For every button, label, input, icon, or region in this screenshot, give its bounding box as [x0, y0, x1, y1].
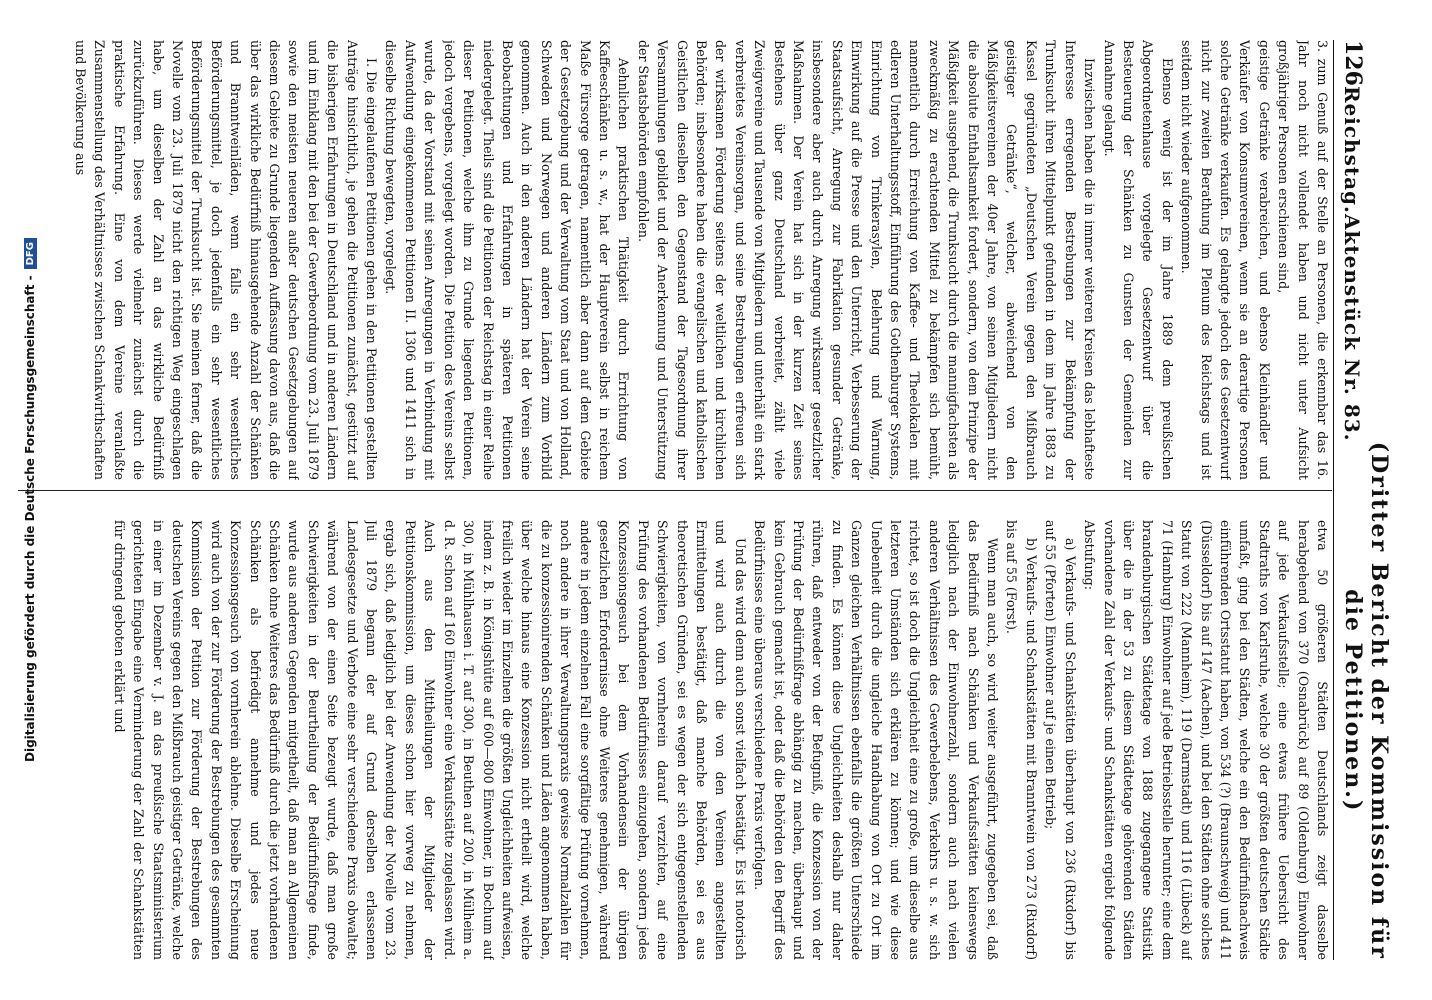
digitization-credit	[12, 30, 48, 970]
page-number: 126	[1340, 40, 1366, 86]
paragraph: Ebenso wenig ist der im Jahre 1889 dem preußischen Abgeordnetenhause vorgelegte Gesetzentwurf über die Besteuerung der Schänken zu Gunsten der Gemeinden zur Annahme gelangt.	[1101, 40, 1175, 480]
paragraph: Inzwischen haben die in immer weiteren Kreisen das lebhafteste Interesse erregenden Bestrebungen zur Bekämpfung der Trunksucht ihren Mittelpunkt gefunden in dem im Jahre 1883 zu Kassel gegründeten „Deutschen Verein gegen den Mißbrauch geistiger Getränke“, welcher, abweichend von den Mäßigkeitsvereinen der 40er Jahre, von seinen Mitgliedern nicht die absolute Enthaltsamkeit fordert, sondern, von dem Prinzipe der Mäßigkeit ausgehend, die Trunksucht durch die mannigfachsten als zweckmäßig zu erachtenden Mittel zu bekämpfen sich bemüht, namentlich durch Erreichung von Kaffee- und Theelokalen mit edleren Unterhaltungsstoff, Einführung des Gothenburger Systems, Einrichtung von Trinkerasylen, Belehrung und Warnung, Einwirkung auf die Presse und den Unterricht, Verbesserung der Staatsaufsicht, Anregung zur Fabrikation gesunder Getränke, insbesondere aber auch durch Anregung wirksamer gesetzlicher Maßnahmen. Der Verein hat sich in der kurzen Zeit seines Bestehens über ganz Deutschland verbreitet, zählt viele Zweigvereine und Tausende von Mitgliedern und unterhält ein stark verbreitetes Vereinsorgan, und seine Bestrebungen erfreuen sich der wirksamen Förderung seitens der weltlichen und kirchlichen Behörden; insbesondere haben die evangelischen und katholischen Geistlichen dieselben den Gegenstand der Tagesordnung ihrer Versammlungen gebildet und der Anerkennung und Unterstützung der Staatsbehörden empfohlen.	[635, 40, 1098, 480]
header-reichstag: Reichstag.	[1340, 85, 1364, 215]
paragraph: I. Die eingelaufenen Petitionen gehen in den Petitionen gestellten Anträge hinsichtlich, je gehen die Petitionen zunächst, gestützt auf die bisherigen Erfahrungen in Deutschland und in anderen Ländern und im Einklang mit den bei der Gewerbeordnung vom 23. Juli 1879 sowie den meisten neueren außer deutschen Gesetzgebungen auf diesem Gebiete zu Grunde liegenden Auffassung davon aus, daß die über das wirkliche Bedürfniß hinausgehende Anzahl der Schänken und Branntweinläden, wenn falls ein sehr wesentliches Beförderungsmittel, je doch jedenfalls ein sehr wesentliches Beförderungsmittel der Trunksucht ist. Sie meinen ferner, daß die Novelle vom 23. Juli 1879 nicht den richtigen Weg eingeschlagen habe, um dieselben der Zahl an das wirkliche Bedürfniß zurückzuführen. Dieses werde vielmehr zunächst durch die praktische Erfahrung. Eine von dem Vereine veranlaßte Zusammenstellung des Verhältnisses zwischen Schankwirthschaften und Bevölkerung aus	[73, 40, 380, 480]
page-header	[1333, 40, 1400, 960]
paragraph: 3. zum Genuß auf der Stelle an Personen, die erkennbar das 16. Jahr noch nicht vollendet haben und nicht unter Aufsicht großjähriger Personen erschienen sind,	[1276, 40, 1330, 480]
paragraph: geistige Getränke verabreichen, und ebenso Kleinhändler und Verkäufer von Konsumvereinen, wenn sie an derartige Personen solche Getränke verkaufen. Es gelangte jedoch des Gesetzentwurf nicht zur zweiten Berathung im Plenum des Reichstags und ist seitdem nicht wieder aufgenommen.	[1179, 40, 1272, 480]
paragraph: Aehnlichen praktischen Thätigkeit durch Errichtung von Kaffeeschänken u. s. w., hat der Hauptverein selbst in reichem Maße Fürsorge getragen, namentlich aber dann auf dem Gebiete der Gesetzgebung und der Verwaltung vom Staat und von Holland, Schweden und Norwegen und anderen Ländern zum Vorbild genommen. Auch in den anderen Ländern hat der Verein seine Beobachtungen und Erfahrungen in späteren Petitionen niedergelegt. Theils sind die Petitionen der Reichstag in einer Reihe dieser Petitionen, welche ihm zu Grunde liegenden Petitionen, jedoch vergebens, vorgelegt worden. Die Petition des Vereins selbst wurde, da der Vorstand mit seinen Anregungen in Verbindung mit Aufwendung eingekommenen Petitionen II. 1306 und 1411 sich in dieselbe Richtung bewegten, vorgelegt.	[383, 40, 632, 480]
list-item: b) Verkaufs- und Schankstätten mit Branntwein von 273 (Rixdorf) bis auf 55 (Forst).	[1004, 520, 1039, 960]
column-divider	[18, 490, 1332, 491]
paragraph: etwa 50 größeren Städten Deutschlands zeigt dasselbe herabgehend von 370 (Osnabrück) auf 89 (Oldenburg) Einwohner auf jede Verkaufsstelle; eine etwas frühere Uebersicht des Stadtraths von Karlsruhe, welche 30 der größten deutschen Städte umfaßt, ging bei den Städten, welche ein den Bedürfnißnachweis einführenden Ortsstatut haben, von 534 (?) (Braunschweig) und 411 (Düsseldorf) bis auf 147 (Aachen), und bei den Städten ohne solches Statut von 222 (Mannheim), 119 (Darmstadt) und 116 (Lübeck) auf 71 (Hamburg) Einwohner auf jede Betriebsstelle herunter; eine dem brandenburgischen Städtetage von 1888 zugegangene Statistik über die in der 53 zu diesem Städtetage gehörenden Städten vorhandene Zahl der Verkaufs- und Schankstätten ergiebt folgende Abstufung:	[1082, 520, 1330, 960]
header-title: (Dritter Bericht der Kommission für die Petitionen.)	[1340, 441, 1392, 960]
header-actenstueck: Aktenstück Nr. 83.	[1340, 214, 1364, 442]
digitization-credit-text: Digitalisierung gefördert durch die Deutsche Forschungsgemeinschaft -	[23, 275, 37, 762]
paragraph: Und das wird denn auch sonst vielfach bestätigt. Es ist notorisch und wird auch durch die von den Vereinen angestellten Ermittelungen bestätigt, daß manche Behörden, sei es aus theoretischen Gründen, sei es wegen der sich entgegenstellenden Schwierigkeiten, von vornherein darauf verzichten, auf eine Prüfung des vorhandenen Bedürfnisses einzugehen, sondern jedes Konzessionsgesuch bei dem Vorhandensein der übrigen gesetzlichen Erfordernisse ohne Weiteres genehmigen, während andere in jedem einzelnen Fall eine sorgfältige Prüfung vornehmen, noch andere in ihrer Verwaltungspraxis gewisse Normalzahlen für die zu konzessionirenden Schänken und Läden angenommen haben, über welche hinaus eine Konzession nicht ertheilt wird, welche freilich wieder im Einzelnen die größten Ungleichheiten aufweisen, indem z. B. in Königshütte auf 600—800 Einwohner, in Bochum auf 300, in Mühlhausen i. T. auf 300, in Beuthen auf 200, in Mülheim a. d. R. schon auf 160 Einwohner eine Verkaufsstätte zugelassen wird. Auch aus den Mittheilungen der Mitglieder der Petitionskommission, um dieses schon hier vorweg zu nehmen, ergab sich, daß lediglich bei der Anwendung der Novelle vom 23. Juli 1879 begann der auf Grund derselben erlassenen Landesgesetze und Verbote eine sehr verschiedene Praxis obwaltet; während von der einen Seite bezeugt wurde, daß man große Schwierigkeiten in der Beurtheilung der Bedürfnißfrage finde, wurde aus anderen Gegenden mitgetheilt, daß man an Allgemeinen Schänken ohne Weiteres das Bedürfniß durch die jetzt vorhandenen Schänken als befriedigt annehme und jedes neue Konzessionsgesuch von vornherein ablehne. Dieselbe Erscheinung wird auch von der zur Förderung der Bestrebungen des gesammten Kommission der Petition zur Förderung der Bestrebungen des deutschen Vereins gegen den Mißbrauch geistiger Getränke, welche in einer im Dezember v. J. an das preußische Staatsministerium gerichteten Eingabe eine Verminderung der Zahl der Schankstätten für dringend geboten erklärt und	[111, 520, 748, 960]
right-column	[18, 520, 1332, 960]
paragraph: Wenn man auch, so wird weiter ausgeführt, zugegeben sei, daß das Bedürfniß nach Schänken und Verkaufsstätten keineswegs lediglich nach der Einwohnerzahl, sondern auch nach vielen anderen Verhältnissen des Gewerbelebens, Verkehrs u. s. w. sich richtet, so ist doch die Ungleichheit eine zu große, um dieselbe aus letzteren Umständen sich erklären zu können; und wie diese Unebenheit durch die ungleiche Handhabung von Ort zu Ort im Ganzen gleichen Verhältnissen ebenfalls die größten Unterschiede zu finden. Es können diese Ungleichheiten deshalb nur daher rühren, daß entweder von der Befugniß, die Konzession von der Prüfung der Bedürfnißfrage abhängig zu machen, überhaupt und kein Gebrauch gemacht ist, oder daß die Behörden den Begriff des Bedürfnisses eine überaus verschiedene Praxis verfolgen.	[752, 520, 1001, 960]
left-column	[18, 40, 1332, 480]
list-item: a) Verkaufs- und Schankstätten überhaupt von 236 (Rixdorf) bis auf 55 (Pforten) Einwohner auf je einen Betrieb;	[1043, 520, 1078, 960]
dfg-logo: DFG	[24, 238, 37, 269]
